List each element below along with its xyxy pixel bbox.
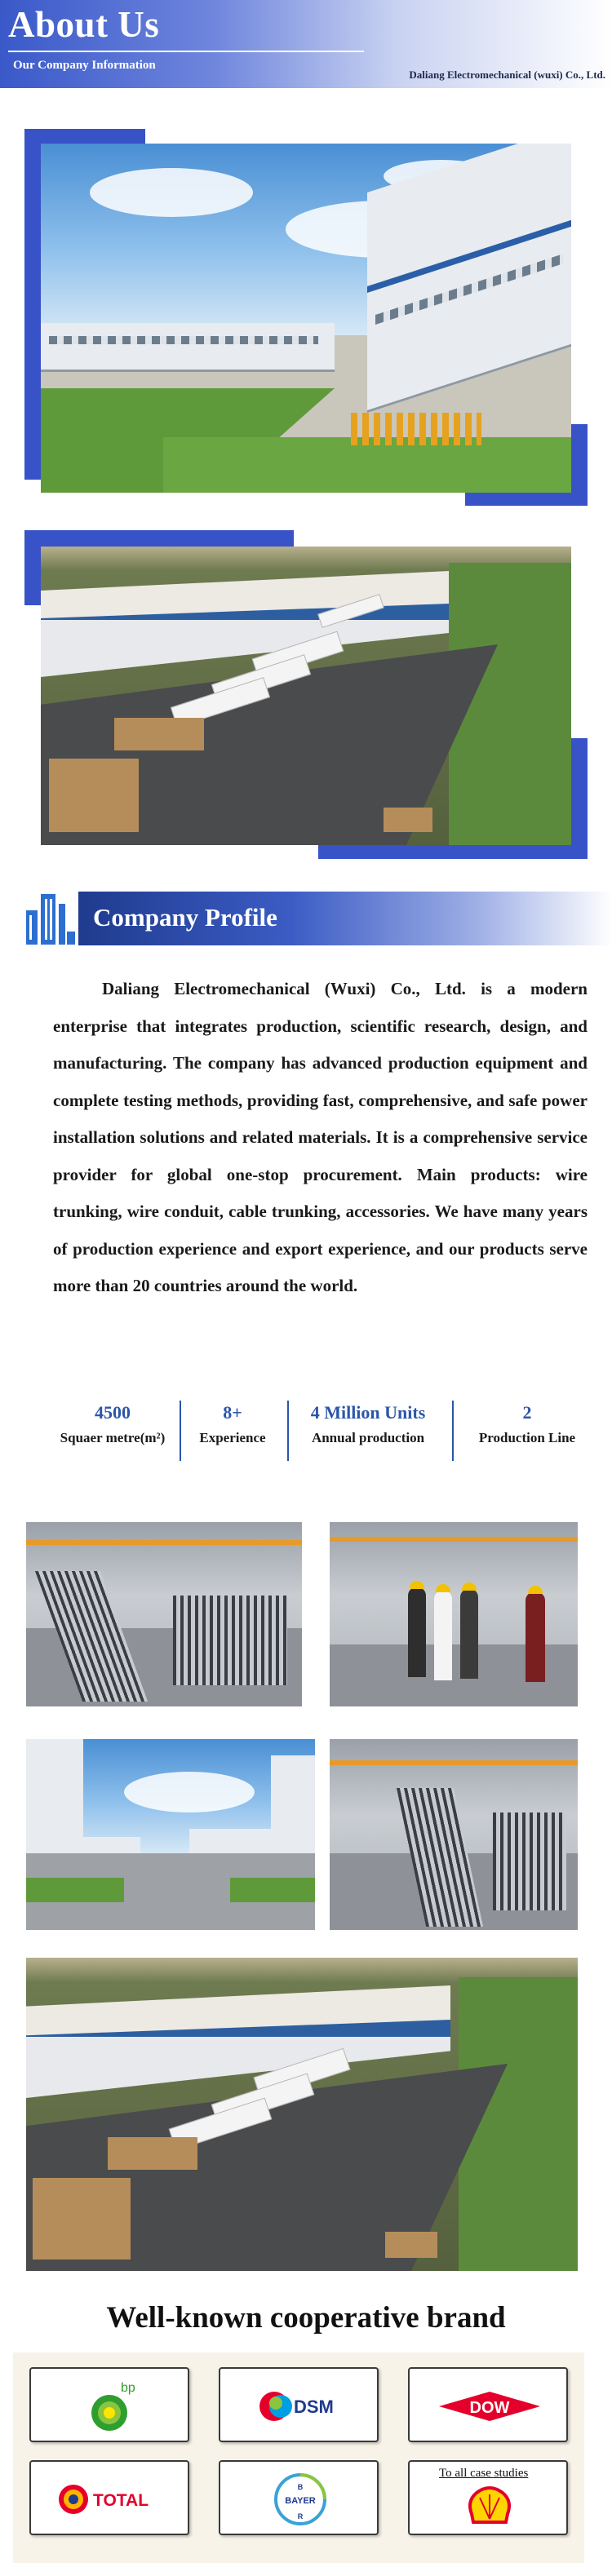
page-title: About Us [8,4,160,45]
stat-value: 8+ [223,1402,242,1423]
svg-text:R: R [297,2512,304,2521]
brand-label: BAYER [285,2496,316,2506]
warehouse-aerial-photo [26,1958,578,2271]
stat-production-line [457,1397,597,1463]
brand-card-shell[interactable] [408,2460,568,2535]
brand-card-bp[interactable] [29,2367,189,2442]
shell-logo-icon [410,2462,570,2537]
stat-divider [452,1401,454,1461]
brand-label: bp [121,2381,135,2395]
stat-label: Annual production [311,1430,425,1445]
company-profile-text: Daliang Electromechanical (Wuxi) Co., Ltd. is a modern enterprise that integrates production, scientific research, design, and manufacturing. The company has advanced production equipment and complete testing methods, providing fast, comprehensive, and safe power installation solutions and related materials. It is a comprehensive service provider for global one-stop procurement. Main products: wire trunking, wire conduit, cable trunking, accessories. We have many years of production experience and export experience, and our products serve more than 20 countries around the world. [53,979,588,1295]
bayer-logo-icon [220,2462,380,2537]
section-heading: Company Profile [93,903,277,932]
factory-street-photo [26,1739,315,1930]
title-underline [8,51,364,52]
brand-label: DOW [469,2399,510,2417]
stats-row [49,1397,597,1463]
factory-interior-photo [26,1522,302,1706]
dsm-logo-icon [220,2369,380,2444]
stat-divider [287,1401,289,1461]
total-logo-icon [31,2462,191,2537]
factory-exterior-photo [41,144,571,493]
factory-team-photo [330,1522,578,1706]
brand-card-bayer[interactable] [219,2460,379,2535]
warehouse-aerial-photo [41,547,571,845]
page-subtitle: Our Company Information [13,59,156,72]
svg-text:B: B [297,2483,304,2491]
brand-label: DSM [294,2397,334,2417]
company-name: Daliang Electromechanical (wuxi) Co., Ltd. [409,69,605,81]
case-studies-link[interactable]: To all case studies [439,2467,529,2480]
stat-value: 4 Million Units [310,1402,426,1423]
dow-logo-icon [410,2369,570,2444]
brand-card-total[interactable] [29,2460,189,2535]
stat-label: Experience [199,1430,266,1445]
stat-area [49,1397,176,1463]
stat-label: Squaer metre(m²) [60,1430,166,1445]
brand-card-dsm[interactable] [219,2367,379,2442]
factory-interior-photo [330,1739,578,1930]
brands-title: Well-known cooperative brand [106,2301,506,2335]
bp-logo-icon [31,2369,191,2444]
stat-experience [184,1397,281,1463]
brand-label: TOTAL [93,2491,149,2510]
stat-production [292,1397,444,1463]
brand-card-dow[interactable] [408,2367,568,2442]
page-header [0,0,612,88]
stat-divider [180,1401,181,1461]
section-heading-banner [78,892,612,945]
brands-panel [13,2352,584,2563]
stat-value: 2 [522,1402,532,1423]
stat-label: Production Line [478,1430,576,1445]
stat-value: 4500 [95,1402,131,1423]
building-icon [24,892,75,945]
